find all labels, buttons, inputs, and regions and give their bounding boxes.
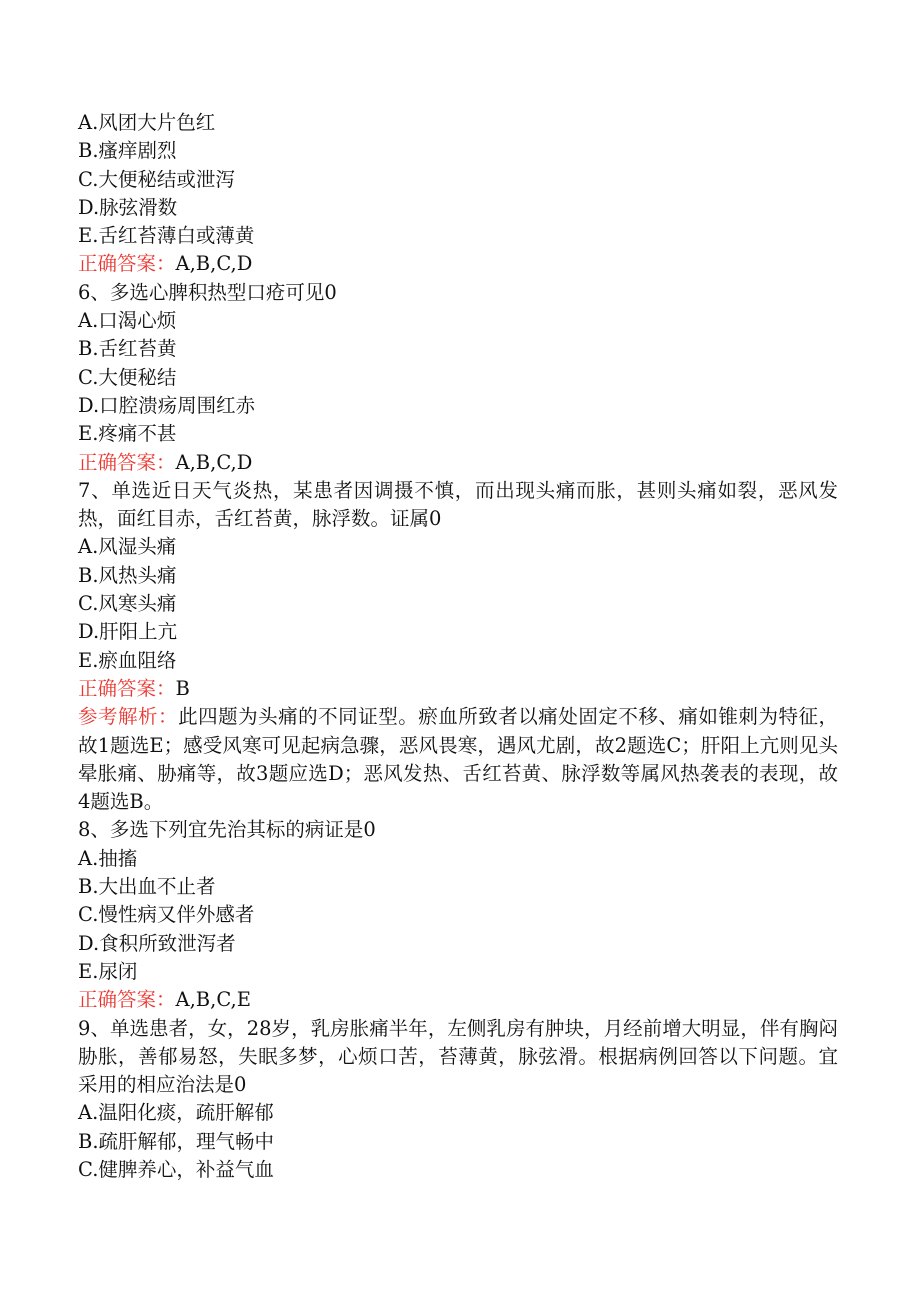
- option-a: A.风团大片色红: [78, 111, 216, 134]
- correct-answer: [78, 250, 838, 278]
- answer-label: 正确答案：: [78, 252, 176, 276]
- option-c: C.健脾养心，补益气血: [78, 1157, 274, 1181]
- answer-value: A,B,C,D: [175, 450, 253, 474]
- option-e: E.瘀血阻络: [78, 648, 177, 672]
- answer-value: A,B,C,D: [175, 252, 253, 276]
- answer-value: A,B,C,E: [175, 988, 251, 1012]
- option-b: B.大出血不止者: [78, 875, 216, 899]
- option-b: B.舌红苔黄: [78, 337, 177, 361]
- question-5-block: [78, 109, 838, 279]
- question-7-block: [78, 477, 838, 817]
- option-e: E.疼痛不甚: [78, 422, 177, 446]
- reference-analysis: [78, 703, 838, 816]
- option-a: A.抽搐: [78, 846, 138, 870]
- analysis-label: 参考解析：: [78, 705, 179, 729]
- option-e: E.尿闭: [78, 959, 138, 983]
- question-8-block: [78, 816, 838, 1014]
- question-text: 6、多选心脾积热型口疮可见0: [78, 280, 337, 304]
- option-c: C.慢性病又伴外感者: [78, 903, 255, 927]
- option-c: C.风寒头痛: [78, 592, 177, 616]
- analysis-text: 此四题为头痛的不同证型。瘀血所致者以痛处固定不移、痛如锥刺为特征，故1题选E；感受风寒可见起病急骤，恶风畏寒，遇风尤剧，故2题选C；肝阳上亢则见头晕胀痛、胁痛等，故3题应选D；恶风发热、舌红苔黄、脉浮数等属风热袭表的表现，故4题选B。: [78, 705, 838, 814]
- answer-label: 正确答案：: [78, 676, 176, 700]
- option-c: C.大便秘结或泄泻: [78, 167, 235, 191]
- option-d: D.肝阳上亢: [78, 620, 178, 644]
- question-9-block: [78, 1015, 838, 1185]
- question-text: 9、单选患者，女，28岁，乳房胀痛半年，左侧乳房有肿块，月经前增大明显，伴有胸闷胁胀，善郁易怒，失眠多梦，心烦口苦，苔薄黄，脉弦滑。根据病例回答以下问题。宜采用的相应治法是0: [78, 1016, 838, 1097]
- correct-answer: [78, 986, 838, 1014]
- answer-label: 正确答案：: [78, 988, 176, 1012]
- answer-label: 正确答案：: [78, 450, 176, 474]
- question-text: 7、单选近日天气炎热，某患者因调摄不慎，而出现头痛而胀，甚则头痛如裂，恶风发热，面红目赤，舌红苔黄，脉浮数。证属0: [78, 478, 838, 531]
- option-a: A.口渴心烦: [78, 309, 177, 333]
- document-page: [78, 109, 838, 1184]
- option-b: B.疏肝解郁，理气畅中: [78, 1129, 275, 1153]
- option-c: C.大便秘结: [78, 365, 177, 389]
- option-d: D.口腔溃疡周围红赤: [78, 393, 256, 417]
- question-6-block: [78, 279, 838, 477]
- question-text: 8、多选下列宜先治其标的病证是0: [78, 818, 376, 842]
- option-b: B.瘙痒剧烈: [78, 139, 177, 163]
- option-b: B.风热头痛: [78, 563, 177, 587]
- correct-answer: [78, 449, 838, 477]
- correct-answer: [78, 675, 838, 703]
- option-a: A.风湿头痛: [78, 535, 177, 559]
- option-e: E.舌红苔薄白或薄黄: [78, 224, 255, 248]
- option-d: D.脉弦滑数: [78, 195, 178, 219]
- answer-value: B: [175, 676, 190, 700]
- option-a: A.温阳化痰，疏肝解郁: [78, 1101, 274, 1125]
- option-d: D.食积所致泄泻者: [78, 931, 236, 955]
